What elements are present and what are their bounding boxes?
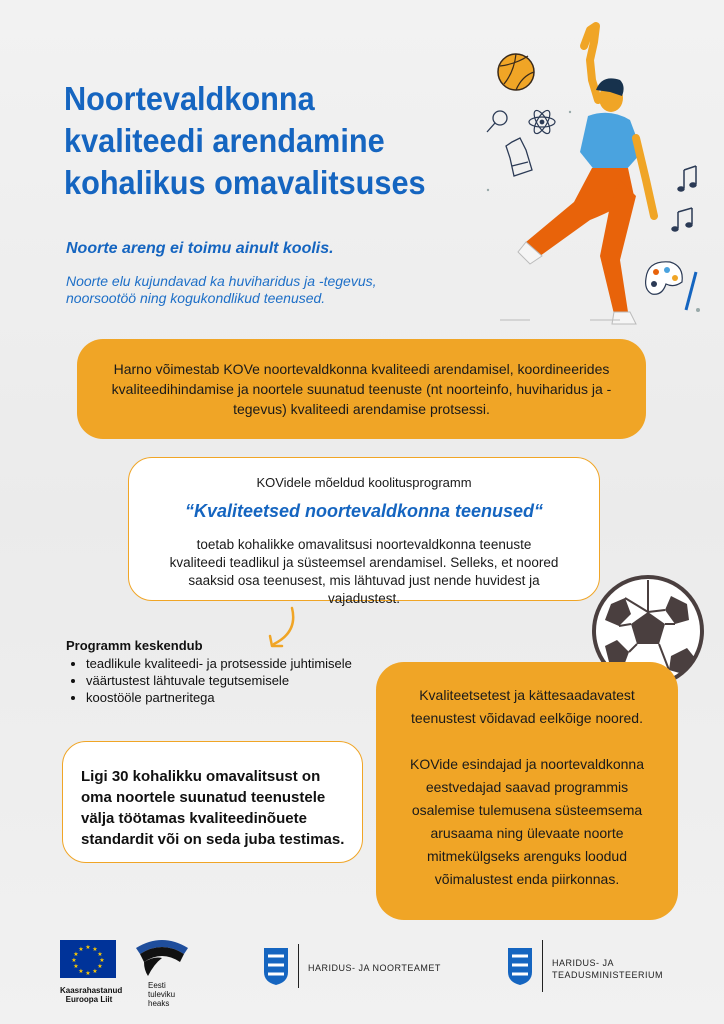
focus-item: • teadlikule kvaliteedi- ja protsesside juhtimisele: [86, 655, 366, 672]
volleyball-icon: [498, 54, 534, 90]
svg-text:★: ★: [97, 951, 103, 958]
svg-text:★: ★: [97, 963, 103, 970]
program-intro: KOVidele mõeldud koolitusprogramm: [256, 475, 472, 490]
svg-text:★: ★: [78, 946, 84, 953]
palette-icon: [646, 262, 696, 310]
ministry-name: [552, 957, 663, 981]
estonia-line-2: tuleviku heaks: [148, 990, 176, 1008]
stat-box: [62, 741, 363, 863]
magnifier-icon: [487, 111, 507, 132]
music-note-icon: [672, 166, 696, 231]
subtext: Noorte elu kujundavad ka huviharidus ja -tegevus, noorsootöö ning kogukondlikud teenused.: [66, 273, 377, 306]
svg-text:★: ★: [71, 957, 77, 964]
focus-item: • väärtustest lähtuvale tegutsemisele: [86, 672, 366, 689]
intro-box: [77, 339, 646, 439]
youth-illustration: [470, 20, 710, 340]
eu-flag-icon: [60, 940, 116, 978]
program-box: [128, 457, 600, 606]
page-title: [64, 78, 464, 204]
svg-text:★: ★: [85, 944, 91, 951]
svg-text:★: ★: [73, 963, 79, 970]
divider: [542, 940, 543, 992]
program-name: “Kvaliteetsed noortevaldkonna teenused“: [184, 501, 544, 521]
title-line-3: kohalikus omavalitsuses: [64, 164, 426, 201]
estonia-logo: [134, 936, 194, 1008]
benefit-box: [376, 662, 678, 920]
coat-of-arms-icon: [262, 946, 290, 986]
subtitle: Noorte areng ei toimu ainult koolis.: [66, 240, 334, 257]
stat-text: Ligi 30 kohalikku omavalitsust on oma noortele suunatud teenustele välja töötamas kvaliteedinõuete standardit või on seda juba testimas.: [81, 768, 345, 848]
svg-text:★: ★: [78, 968, 84, 975]
divider: [298, 944, 299, 988]
estonia-line-1: Eesti: [148, 981, 166, 990]
svg-text:★: ★: [99, 957, 105, 964]
title-line-2: kvaliteedi arendamine: [64, 122, 385, 159]
focus-list: [66, 655, 366, 706]
ministry-line-2: TEADUSMINISTEERIUM: [552, 970, 664, 980]
focus-item: • koostööle partneritega: [86, 689, 366, 706]
svg-text:★: ★: [92, 946, 98, 953]
coat-of-arms-icon: [506, 946, 534, 986]
flask-icon: [506, 138, 532, 176]
svg-text:★: ★: [73, 951, 79, 958]
title-line-1: Noortevaldkonna: [64, 80, 315, 117]
eu-logo: [60, 940, 123, 1004]
eu-line-1: Kaasrahastanud: [60, 986, 123, 995]
focus-section: [66, 638, 366, 706]
estonia-swoosh-icon: [134, 936, 190, 976]
ministry-line-1: HARIDUS- JA: [552, 958, 615, 968]
svg-text:★: ★: [92, 968, 98, 975]
svg-text:★: ★: [85, 970, 91, 977]
benefit-paragraph-1: Kvaliteetsetest ja kättesaadavatest teenustest võidavad eelkõige noored.: [411, 687, 643, 726]
person-head: [596, 78, 624, 112]
harno-name: HARIDUS- JA NOORTEAMET: [308, 963, 441, 973]
program-description: toetab kohalikke omavalitsusi noortevaldkonna teenuste kvaliteedi teadlikul ja süsteemsel arendamisel. Selleks, et noored saaksid osa teenusest, mis lähtuvad just nende huvidest ja vajadustest.: [169, 537, 559, 606]
focus-heading: Programm keskendub: [66, 638, 203, 653]
eu-line-2: Euroopa Liit: [65, 995, 113, 1004]
atom-icon: [529, 108, 555, 136]
benefit-paragraph-2: KOVide esindajad ja noortevaldkonna eestvedajad saavad programmis osalemise tulemusena süsteemsema arusaama ning ülevaate noorte mitmekülgseks arenguks loodud võimalustest enda piirkonnas.: [409, 756, 645, 887]
intro-text: Harno võimestab KOVe noortevaldkonna kvaliteedi arendamisel, koordineerides kvaliteedihindamise ja noortele suunatud teenuste (nt noorteinfo, huviharidus ja -tegevus) kvaliteedi arendamise protsessi.: [111, 361, 612, 417]
